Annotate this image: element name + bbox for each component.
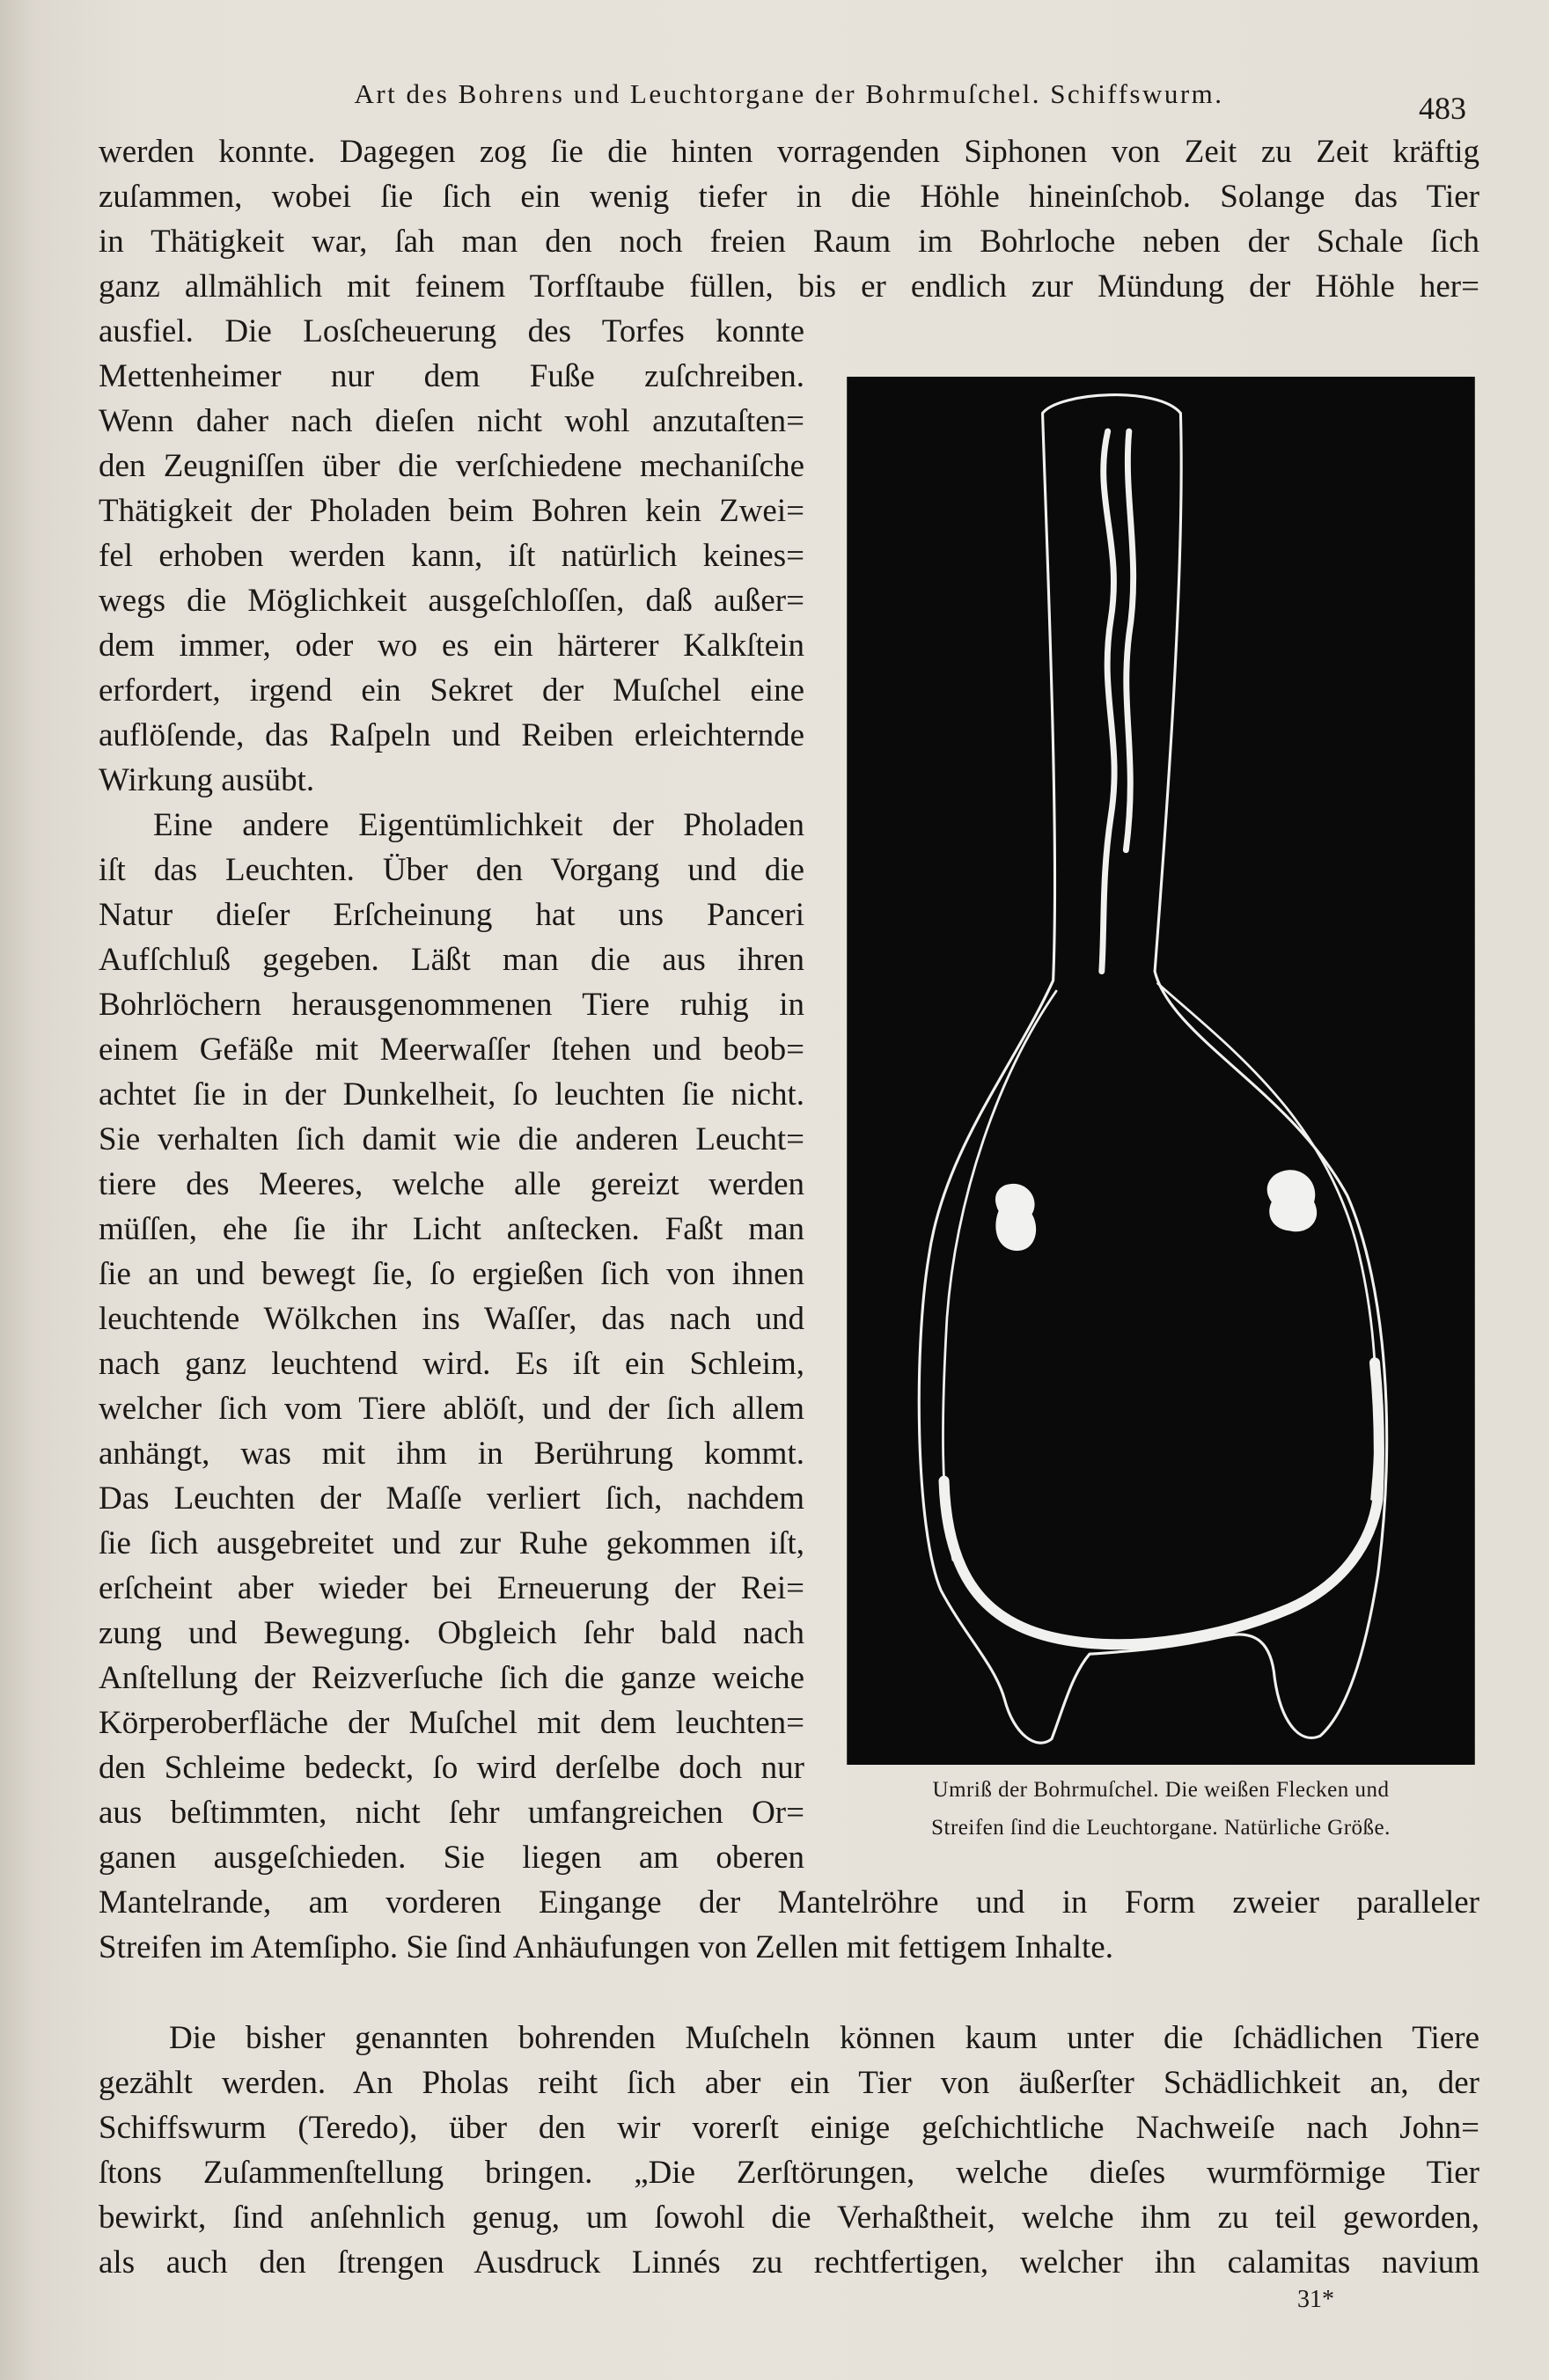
text-line: anhängt, was mit ihm in Berührung kommt. bbox=[99, 1436, 804, 1472]
text-line: welcher ſich vom Tiere ablöſt, und der ſich allem bbox=[99, 1391, 804, 1427]
text-line: Bohrlöchern herausgenommenen Tiere ruhig in bbox=[99, 987, 804, 1023]
text-line: den Zeugniſſen über die verſchiedene mechaniſche bbox=[99, 448, 804, 484]
text-line: fel erhoben werden kann, iſt natürlich keines= bbox=[99, 538, 804, 574]
text-line: zuſammen, wobei ſie ſich ein wenig tiefer in die Höhle hineinſchob. Solange das Tier bbox=[99, 179, 1479, 215]
text-line: den Schleime bedeckt, ſo wird derſelbe doch nur bbox=[99, 1750, 804, 1786]
text-line: Anſtellung der Reizverſuche ſich die ganze weiche bbox=[99, 1660, 804, 1696]
text-line: Aufſchluß gegeben. Läßt man die aus ihren bbox=[99, 942, 804, 978]
text-line: erſcheint aber wieder bei Erneuerung der Rei= bbox=[99, 1570, 804, 1606]
text-line: wegs die Möglichkeit ausgeſchloſſen, daß außer= bbox=[99, 583, 804, 619]
text-line: einem Gefäße mit Meerwaſſer ſtehen und beob= bbox=[99, 1032, 804, 1068]
text-line: Streifen im Atemſipho. Sie ſind Anhäufungen von Zellen mit fettigem Inhalte. bbox=[99, 1929, 1113, 1965]
text-line: zung und Bewegung. Obgleich ſehr bald nach bbox=[99, 1615, 804, 1651]
text-line: ſie ſich ausgebreitet und zur Ruhe gekommen iſt, bbox=[99, 1525, 804, 1561]
text-block bbox=[99, 1880, 1479, 1970]
caption-line: Streifen ſind die Leuchtorgane. Natürliche Größe. bbox=[931, 1816, 1391, 1840]
text-line: ganz allmählich mit feinem Torfſtaube füllen, bis er endlich zur Mündung der Höhle her= bbox=[99, 268, 1479, 305]
light-spot-left bbox=[995, 1184, 1036, 1251]
text-line: Körperoberfläche der Muſchel mit dem leuchten= bbox=[99, 1705, 804, 1741]
text-line: Natur dieſer Erſcheinung hat uns Panceri bbox=[99, 897, 804, 933]
shell-illustration bbox=[847, 377, 1475, 1765]
shell-figure bbox=[847, 377, 1475, 1765]
text-line: Mettenheimer nur dem Fuße zuſchreiben. bbox=[99, 358, 804, 394]
text-line: bewirkt, ſind anſehnlich genug, um ſowohl die Verhaßtheit, welche ihm zu teil geworden, bbox=[99, 2200, 1479, 2236]
text-line: Schiffswurm (Teredo), über den wir vorerſt einige geſchichtliche Nachweiſe nach John= bbox=[99, 2110, 1479, 2146]
text-line: nach ganz leuchtend wird. Es iſt ein Schleim, bbox=[99, 1346, 804, 1382]
caption-line: Umriß der Bohrmuſchel. Die weißen Flecken und bbox=[932, 1778, 1390, 1802]
text-line: auflöſende, das Raſpeln und Reiben erleichternde bbox=[99, 717, 804, 753]
text-block bbox=[99, 309, 804, 1880]
text-line: Das Leuchten der Maſſe verliert ſich, nachdem bbox=[99, 1480, 804, 1517]
text-line: in Thätigkeit war, ſah man den noch freien Raum im Bohrloche neben der Schale ſich bbox=[99, 224, 1479, 260]
paragraph-start-line: Eine andere Eigentümlichkeit der Pholaden bbox=[153, 807, 804, 843]
paragraph-start-line: Die bisher genannten bohrenden Muſcheln können kaum unter die ſchädlichen Tiere bbox=[169, 2020, 1479, 2056]
figure-caption bbox=[847, 1771, 1475, 1847]
text-line: Wenn daher nach dieſen nicht wohl anzutaſten= bbox=[99, 403, 804, 439]
text-line: Sie verhalten ſich damit wie die anderen Leucht= bbox=[99, 1121, 804, 1157]
text-line: leuchtende Wölkchen ins Waſſer, das nach und bbox=[99, 1301, 804, 1337]
signature-mark: 31* bbox=[1297, 2286, 1334, 2313]
text-line: werden konnte. Dagegen zog ſie die hinten vorragenden Siphonen von Zeit zu Zeit kräftig bbox=[99, 134, 1479, 170]
text-line: Mantelrande, am vorderen Eingange der Mantelröhre und in Form zweier paralleler bbox=[99, 1884, 1479, 1921]
text-line: Wirkung ausübt. bbox=[99, 762, 315, 798]
text-line: gezählt werden. An Pholas reiht ſich aber ein Tier von äußerſter Schädlichkeit an, der bbox=[99, 2065, 1479, 2101]
text-line: aus beſtimmten, nicht ſehr umfangreichen Or= bbox=[99, 1795, 804, 1831]
text-line: ausfiel. Die Losſcheuerung des Torfes konnte bbox=[99, 313, 804, 349]
text-block bbox=[99, 129, 1479, 309]
text-line: erfordert, irgend ein Sekret der Muſchel eine bbox=[99, 672, 804, 709]
text-line: tiere des Meeres, welche alle gereizt werden bbox=[99, 1166, 804, 1202]
text-block bbox=[99, 2016, 1479, 2285]
text-line: Thätigkeit der Pholaden beim Bohren kein Zwei= bbox=[99, 493, 804, 529]
light-spot-right bbox=[1267, 1170, 1317, 1231]
running-title: Art des Bohrens und Leuchtorgane der Bohrmuſchel. Schiffswurm. bbox=[354, 78, 1224, 109]
text-line: dem immer, oder wo es ein härterer Kalkſtein bbox=[99, 628, 804, 664]
text-line: ſtons Zuſammenſtellung bringen. „Die Zerſtörungen, welche dieſes wurmförmige Tier bbox=[99, 2155, 1479, 2191]
text-line: iſt das Leuchten. Über den Vorgang und die bbox=[99, 852, 804, 888]
text-line: müſſen, ehe ſie ihr Licht anſtecken. Faßt man bbox=[99, 1211, 804, 1247]
text-line: als auch den ſtrengen Ausdruck Linnés zu rechtfertigen, welcher ihn calamitas navium bbox=[99, 2244, 1479, 2281]
text-line: ganen ausgeſchieden. Sie liegen am oberen bbox=[99, 1840, 804, 1876]
text-line: ſie an und bewegt ſie, ſo ergießen ſich von ihnen bbox=[99, 1256, 804, 1292]
page-number: 483 bbox=[1419, 91, 1466, 126]
text-line: achtet ſie in der Dunkelheit, ſo leuchten ſie nicht. bbox=[99, 1076, 804, 1113]
